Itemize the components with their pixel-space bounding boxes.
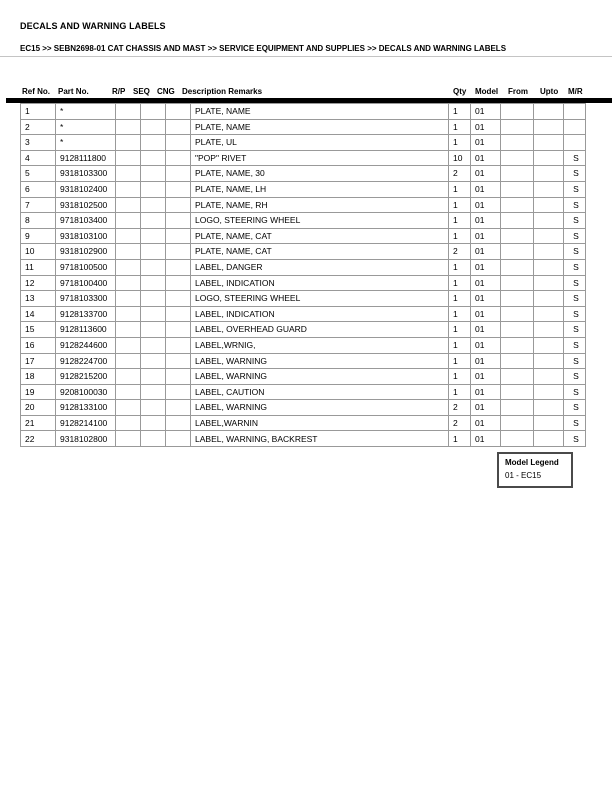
cell-description-remarks: PLATE, NAME, CAT	[191, 244, 449, 260]
cell-ref-no: 7	[21, 197, 56, 213]
cell-model: 01	[471, 337, 501, 353]
cell-description-remarks: LABEL, WARNING	[191, 400, 449, 416]
column-header-from: From	[508, 87, 528, 96]
table-row	[21, 275, 586, 291]
cell-model: 01	[471, 166, 501, 182]
model-legend	[497, 452, 573, 488]
cell-upto	[534, 431, 564, 447]
cell-rp	[116, 415, 141, 431]
cell-ref-no: 14	[21, 306, 56, 322]
cell-mr: S	[564, 306, 586, 322]
cell-qty: 1	[449, 135, 471, 151]
cell-upto	[534, 415, 564, 431]
cell-from	[501, 104, 534, 120]
breadcrumb: EC15 >> SEBN2698-01 CAT CHASSIS AND MAST >> SERVICE EQUIPMENT AND SUPPLIES >> DECALS AND WARNING LABELS	[20, 44, 507, 53]
cell-rp	[116, 384, 141, 400]
cell-mr	[564, 119, 586, 135]
cell-model: 01	[471, 306, 501, 322]
cell-upto	[534, 337, 564, 353]
cell-part-no: 9718100400	[56, 275, 116, 291]
table-row	[21, 166, 586, 182]
table-row	[21, 104, 586, 120]
cell-seq	[141, 104, 166, 120]
cell-description-remarks: LABEL, INDICATION	[191, 306, 449, 322]
cell-upto	[534, 228, 564, 244]
cell-model: 01	[471, 259, 501, 275]
cell-part-no: 9128113600	[56, 322, 116, 338]
cell-mr	[564, 135, 586, 151]
cell-part-no: 9318102400	[56, 181, 116, 197]
cell-from	[501, 166, 534, 182]
cell-description-remarks: PLATE, NAME	[191, 119, 449, 135]
cell-qty: 1	[449, 306, 471, 322]
page-title: DECALS AND WARNING LABELS	[20, 21, 166, 31]
cell-seq	[141, 431, 166, 447]
column-header-part-no: Part No.	[58, 87, 89, 96]
cell-cng	[166, 369, 191, 385]
cell-ref-no: 19	[21, 384, 56, 400]
cell-qty: 1	[449, 353, 471, 369]
cell-ref-no: 4	[21, 150, 56, 166]
cell-from	[501, 400, 534, 416]
cell-seq	[141, 181, 166, 197]
cell-mr: S	[564, 431, 586, 447]
cell-part-no: 9318102900	[56, 244, 116, 260]
cell-model: 01	[471, 213, 501, 229]
column-header-rp: R/P	[112, 87, 126, 96]
cell-cng	[166, 400, 191, 416]
cell-ref-no: 3	[21, 135, 56, 151]
cell-rp	[116, 119, 141, 135]
cell-from	[501, 119, 534, 135]
cell-cng	[166, 337, 191, 353]
cell-qty: 1	[449, 119, 471, 135]
cell-part-no: 9128133100	[56, 400, 116, 416]
cell-qty: 2	[449, 244, 471, 260]
cell-from	[501, 244, 534, 260]
cell-cng	[166, 104, 191, 120]
table-row	[21, 228, 586, 244]
cell-from	[501, 431, 534, 447]
cell-cng	[166, 135, 191, 151]
cell-qty: 1	[449, 181, 471, 197]
cell-mr	[564, 104, 586, 120]
column-header-seq: SEQ	[133, 87, 150, 96]
cell-part-no: 9318103100	[56, 228, 116, 244]
cell-ref-no: 15	[21, 322, 56, 338]
cell-mr: S	[564, 259, 586, 275]
cell-mr: S	[564, 244, 586, 260]
cell-ref-no: 5	[21, 166, 56, 182]
cell-rp	[116, 306, 141, 322]
cell-cng	[166, 322, 191, 338]
cell-ref-no: 13	[21, 291, 56, 307]
cell-upto	[534, 166, 564, 182]
cell-mr: S	[564, 275, 586, 291]
cell-model: 01	[471, 322, 501, 338]
cell-description-remarks: PLATE, NAME, RH	[191, 197, 449, 213]
cell-part-no: 9718103300	[56, 291, 116, 307]
cell-description-remarks: LABEL, OVERHEAD GUARD	[191, 322, 449, 338]
cell-from	[501, 275, 534, 291]
cell-part-no: 9128244600	[56, 337, 116, 353]
cell-part-no: *	[56, 135, 116, 151]
table-row	[21, 213, 586, 229]
cell-from	[501, 353, 534, 369]
cell-mr: S	[564, 384, 586, 400]
cell-ref-no: 9	[21, 228, 56, 244]
cell-model: 01	[471, 119, 501, 135]
cell-cng	[166, 181, 191, 197]
cell-part-no: 9128214100	[56, 415, 116, 431]
cell-model: 01	[471, 275, 501, 291]
table-row	[21, 384, 586, 400]
cell-ref-no: 2	[21, 119, 56, 135]
cell-cng	[166, 166, 191, 182]
breadcrumb-divider	[0, 56, 612, 57]
cell-from	[501, 259, 534, 275]
cell-qty: 1	[449, 369, 471, 385]
cell-description-remarks: LABEL, DANGER	[191, 259, 449, 275]
cell-ref-no: 17	[21, 353, 56, 369]
cell-model: 01	[471, 431, 501, 447]
table-row	[21, 259, 586, 275]
column-header-model: Model	[475, 87, 499, 96]
cell-qty: 10	[449, 150, 471, 166]
cell-seq	[141, 337, 166, 353]
cell-seq	[141, 197, 166, 213]
cell-ref-no: 20	[21, 400, 56, 416]
cell-part-no: *	[56, 104, 116, 120]
cell-part-no: 9128215200	[56, 369, 116, 385]
cell-upto	[534, 181, 564, 197]
cell-part-no: 9318102800	[56, 431, 116, 447]
cell-from	[501, 337, 534, 353]
cell-seq	[141, 400, 166, 416]
cell-cng	[166, 197, 191, 213]
cell-description-remarks: LABEL, WARNING, BACKREST	[191, 431, 449, 447]
cell-cng	[166, 415, 191, 431]
cell-model: 01	[471, 353, 501, 369]
cell-model: 01	[471, 104, 501, 120]
cell-upto	[534, 306, 564, 322]
cell-part-no: 9318102500	[56, 197, 116, 213]
cell-description-remarks: LOGO, STEERING WHEEL	[191, 213, 449, 229]
cell-cng	[166, 228, 191, 244]
model-legend-title: Model Legend	[505, 458, 559, 467]
cell-from	[501, 384, 534, 400]
cell-seq	[141, 369, 166, 385]
cell-ref-no: 22	[21, 431, 56, 447]
cell-ref-no: 11	[21, 259, 56, 275]
cell-upto	[534, 244, 564, 260]
cell-seq	[141, 415, 166, 431]
cell-seq	[141, 244, 166, 260]
cell-cng	[166, 259, 191, 275]
cell-model: 01	[471, 291, 501, 307]
column-header-upto: Upto	[540, 87, 559, 96]
cell-rp	[116, 197, 141, 213]
table-row	[21, 353, 586, 369]
cell-ref-no: 1	[21, 104, 56, 120]
cell-upto	[534, 291, 564, 307]
table-row	[21, 119, 586, 135]
cell-rp	[116, 275, 141, 291]
cell-rp	[116, 353, 141, 369]
cell-from	[501, 306, 534, 322]
column-header-qty: Qty	[453, 87, 467, 96]
table-row	[21, 291, 586, 307]
cell-upto	[534, 353, 564, 369]
table-row	[21, 322, 586, 338]
cell-description-remarks: LABEL, WARNING	[191, 369, 449, 385]
cell-description-remarks: PLATE, UL	[191, 135, 449, 151]
cell-seq	[141, 275, 166, 291]
table-column-headers	[0, 87, 612, 98]
cell-mr: S	[564, 150, 586, 166]
cell-description-remarks: "POP" RIVET	[191, 150, 449, 166]
table-row	[21, 431, 586, 447]
cell-cng	[166, 275, 191, 291]
cell-part-no: 9718100500	[56, 259, 116, 275]
cell-cng	[166, 353, 191, 369]
cell-cng	[166, 431, 191, 447]
cell-from	[501, 322, 534, 338]
cell-seq	[141, 119, 166, 135]
table-row	[21, 337, 586, 353]
cell-rp	[116, 259, 141, 275]
cell-upto	[534, 150, 564, 166]
cell-seq	[141, 353, 166, 369]
table-row	[21, 135, 586, 151]
cell-qty: 1	[449, 431, 471, 447]
cell-description-remarks: LABEL,WARNIN	[191, 415, 449, 431]
cell-qty: 1	[449, 259, 471, 275]
cell-qty: 1	[449, 337, 471, 353]
cell-ref-no: 6	[21, 181, 56, 197]
cell-upto	[534, 322, 564, 338]
cell-upto	[534, 213, 564, 229]
column-header-mr: M/R	[568, 87, 583, 96]
cell-cng	[166, 244, 191, 260]
cell-qty: 1	[449, 384, 471, 400]
cell-description-remarks: LABEL, CAUTION	[191, 384, 449, 400]
cell-qty: 1	[449, 213, 471, 229]
cell-ref-no: 18	[21, 369, 56, 385]
table-row	[21, 197, 586, 213]
table-row	[21, 150, 586, 166]
cell-mr: S	[564, 181, 586, 197]
cell-from	[501, 369, 534, 385]
cell-model: 01	[471, 181, 501, 197]
table-row	[21, 415, 586, 431]
cell-description-remarks: PLATE, NAME, 30	[191, 166, 449, 182]
cell-model: 01	[471, 415, 501, 431]
cell-description-remarks: PLATE, NAME, LH	[191, 181, 449, 197]
cell-seq	[141, 166, 166, 182]
cell-rp	[116, 135, 141, 151]
cell-mr: S	[564, 166, 586, 182]
cell-model: 01	[471, 135, 501, 151]
cell-description-remarks: PLATE, NAME	[191, 104, 449, 120]
cell-model: 01	[471, 244, 501, 260]
cell-from	[501, 291, 534, 307]
cell-part-no: 9208100030	[56, 384, 116, 400]
cell-part-no: 9128224700	[56, 353, 116, 369]
cell-model: 01	[471, 197, 501, 213]
cell-cng	[166, 150, 191, 166]
cell-seq	[141, 213, 166, 229]
cell-upto	[534, 135, 564, 151]
cell-rp	[116, 166, 141, 182]
cell-rp	[116, 431, 141, 447]
cell-rp	[116, 104, 141, 120]
cell-rp	[116, 400, 141, 416]
cell-model: 01	[471, 228, 501, 244]
cell-from	[501, 197, 534, 213]
parts-table	[20, 103, 586, 447]
cell-description-remarks: LABEL, WARNING	[191, 353, 449, 369]
cell-cng	[166, 119, 191, 135]
cell-qty: 1	[449, 275, 471, 291]
cell-qty: 1	[449, 322, 471, 338]
column-header-ref-no: Ref No.	[22, 87, 50, 96]
cell-model: 01	[471, 369, 501, 385]
cell-mr: S	[564, 197, 586, 213]
cell-qty: 2	[449, 166, 471, 182]
cell-mr: S	[564, 322, 586, 338]
cell-from	[501, 415, 534, 431]
cell-part-no: 9128133700	[56, 306, 116, 322]
cell-seq	[141, 384, 166, 400]
column-header-description-remarks: Description Remarks	[182, 87, 263, 96]
cell-ref-no: 21	[21, 415, 56, 431]
cell-cng	[166, 384, 191, 400]
table-row	[21, 306, 586, 322]
cell-cng	[166, 213, 191, 229]
cell-mr: S	[564, 228, 586, 244]
cell-seq	[141, 228, 166, 244]
cell-rp	[116, 228, 141, 244]
cell-rp	[116, 150, 141, 166]
cell-upto	[534, 259, 564, 275]
cell-qty: 2	[449, 400, 471, 416]
cell-from	[501, 181, 534, 197]
column-header-cng: CNG	[157, 87, 175, 96]
cell-ref-no: 8	[21, 213, 56, 229]
cell-rp	[116, 291, 141, 307]
cell-part-no: 9718103400	[56, 213, 116, 229]
cell-seq	[141, 322, 166, 338]
cell-rp	[116, 244, 141, 260]
cell-seq	[141, 135, 166, 151]
cell-upto	[534, 384, 564, 400]
cell-model: 01	[471, 150, 501, 166]
cell-mr: S	[564, 353, 586, 369]
cell-cng	[166, 291, 191, 307]
cell-part-no: 9128111800	[56, 150, 116, 166]
cell-upto	[534, 400, 564, 416]
cell-cng	[166, 306, 191, 322]
cell-mr: S	[564, 337, 586, 353]
cell-from	[501, 213, 534, 229]
cell-rp	[116, 322, 141, 338]
cell-upto	[534, 369, 564, 385]
cell-upto	[534, 119, 564, 135]
model-legend-entry: 01 - EC15	[505, 471, 542, 480]
cell-model: 01	[471, 400, 501, 416]
cell-ref-no: 12	[21, 275, 56, 291]
cell-mr: S	[564, 369, 586, 385]
cell-from	[501, 135, 534, 151]
cell-from	[501, 150, 534, 166]
cell-ref-no: 10	[21, 244, 56, 260]
cell-model: 01	[471, 384, 501, 400]
cell-part-no: 9318103300	[56, 166, 116, 182]
table-row	[21, 369, 586, 385]
cell-qty: 1	[449, 228, 471, 244]
cell-qty: 2	[449, 415, 471, 431]
cell-description-remarks: PLATE, NAME, CAT	[191, 228, 449, 244]
cell-description-remarks: LABEL,WRNIG,	[191, 337, 449, 353]
cell-rp	[116, 181, 141, 197]
cell-seq	[141, 150, 166, 166]
cell-mr: S	[564, 213, 586, 229]
cell-mr: S	[564, 291, 586, 307]
cell-rp	[116, 337, 141, 353]
cell-upto	[534, 275, 564, 291]
table-row	[21, 244, 586, 260]
cell-qty: 1	[449, 291, 471, 307]
cell-upto	[534, 104, 564, 120]
cell-qty: 1	[449, 197, 471, 213]
cell-seq	[141, 306, 166, 322]
cell-description-remarks: LABEL, INDICATION	[191, 275, 449, 291]
cell-mr: S	[564, 415, 586, 431]
table-row	[21, 400, 586, 416]
cell-mr: S	[564, 400, 586, 416]
cell-rp	[116, 369, 141, 385]
cell-ref-no: 16	[21, 337, 56, 353]
cell-seq	[141, 291, 166, 307]
cell-seq	[141, 259, 166, 275]
cell-rp	[116, 213, 141, 229]
cell-part-no: *	[56, 119, 116, 135]
cell-description-remarks: LOGO, STEERING WHEEL	[191, 291, 449, 307]
cell-upto	[534, 197, 564, 213]
cell-from	[501, 228, 534, 244]
table-row	[21, 181, 586, 197]
cell-qty: 1	[449, 104, 471, 120]
